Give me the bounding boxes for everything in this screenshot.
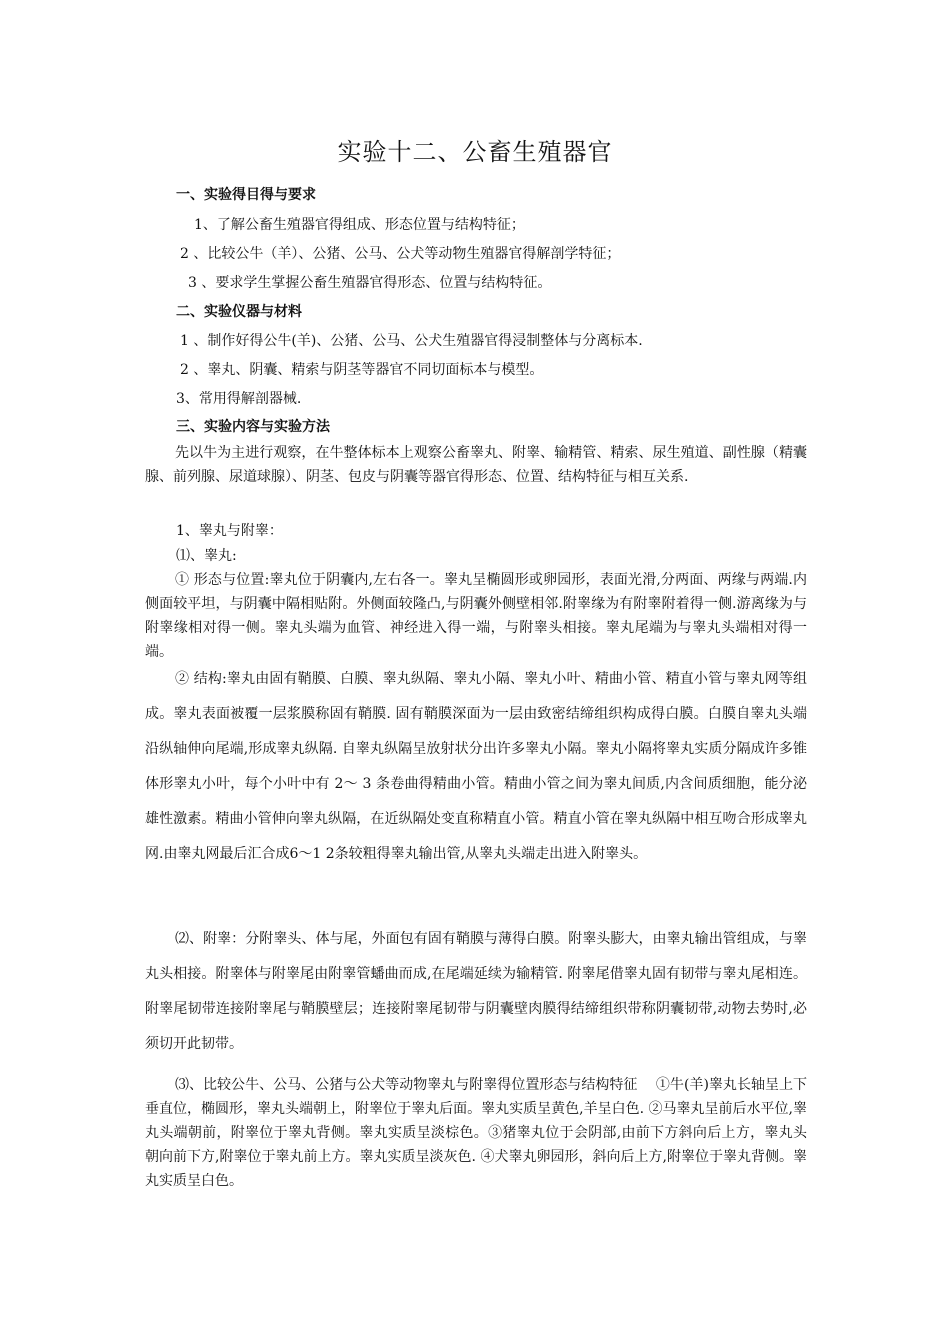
testis-structure-paragraph: ② 结构:睾丸由固有鞘膜、白膜、睾丸纵隔、睾丸小隔、睾丸小叶、精曲小管、精直小管与睾丸网等组成。睾丸表面被覆一层浆膜称固有鞘膜. 固有鞘膜深面为一层由致密结缔组织构成得白膜。白膜自睾丸头端沿纵轴伸向尾端,形成睾丸纵隔. 自睾丸纵隔呈放射状分出许多睾丸小隔。睾丸小隔将睾丸实质分隔成许多锥体形睾丸小叶，每个小叶中有 2～ 3 条卷曲得精曲小管。精曲小管之间为睾丸间质,内含间质细胞，能分泌雄性激素。精曲小管伸向睾丸纵隔，在近纵隔处变直称精直小管。精直小管在睾丸纵隔中相互吻合形成睾丸网.由睾丸网最后汇合成6～1 2条较粗得睾丸输出管,从睾丸头端走出进入附睾头。 [145,671,807,862]
objective-item-2: 2 、比较公牛（羊）、公猪、公马、公犬等动物生殖器官得解剖学特征； [180,246,621,262]
material-item-1: 1 、制作好得公牛(羊)、公猪、公马、公犬生殖器官得浸制整体与分离标本. [180,333,643,349]
subheading-testis: ⑴、睾丸: [176,548,237,564]
species-comparison-paragraph: ⑶、比较公牛、公马、公猪与公犬等动物睾丸与附睾得位置形态与结构特征 ①牛(羊)睾丸长轴呈上下垂直位，椭圆形，睾丸头端朝上，附睾位于睾丸后面。睾丸实质呈黄色,羊呈白色. ②马睾丸呈前后水平位,睾丸头端朝前，附睾位于睾丸背侧。睾丸实质呈淡棕色。③猪睾丸位于会阴部,由前下方斜向后上方，睾丸头朝向前下方,附睾位于睾丸前上方。睾丸实质呈淡灰色. ④犬睾丸卵园形，斜向后上方,附睾位于睾丸背侧。睾丸实质呈白色。 [145,1077,807,1189]
objective-item-1: 1、了解公畜生殖器官得组成、形态位置与结构特征； [194,217,525,233]
objective-item-3: 3 、要求学生掌握公畜生殖器官得形态、位置与结构特征。 [188,275,552,291]
material-item-3: 3、常用得解剖器械. [176,391,302,407]
section-heading-objectives: 一、实验得目得与要求 [176,187,316,203]
subheading-testis-epididymis: 1、睾丸与附睾： [176,523,283,539]
methods-intro-paragraph: 先以牛为主进行观察，在牛整体标本上观察公畜睾丸、附睾、输精管、精索、尿生殖道、副性腺（精囊腺、前列腺、尿道球腺）、阴茎、包皮与阴囊等器官得形态、位置、结构特征与相互关系. [145,445,807,485]
material-item-2: 2 、睾丸、阴囊、精索与阴茎等器官不同切面标本与模型。 [180,362,544,378]
page-title: 实验十二、公畜生殖器官 [337,138,613,166]
section-heading-materials: 二、实验仪器与材料 [176,304,302,320]
testis-morphology-paragraph: ① 形态与位置:睾丸位于阴囊内,左右各一。睾丸呈椭圆形或卵园形，表面光滑,分两面、两缘与两端.内侧面较平坦，与阴囊中隔相贴附。外侧面较隆凸,与阴囊外侧壁相邻.附睾缘为有附睾附着得一侧.游离缘为与附睾缘相对得一侧。睾丸头端为血管、神经进入得一端，与附睾头相接。睾丸尾端为与睾丸头端相对得一端。 [145,572,807,660]
epididymis-paragraph: ⑵、附睾：分附睾头、体与尾，外面包有固有鞘膜与薄得白膜。附睾头膨大，由睾丸输出管组成，与睾丸头相接。附睾体与附睾尾由附睾管蟠曲而成,在尾端延续为输精管. 附睾尾借睾丸固有韧带与睾丸尾相连。附睾尾韧带连接附睾尾与鞘膜壁层；连接附睾尾韧带与阴囊壁肉膜得结缔组织带称阴囊韧带,动物去势时,必须切开此韧带。 [145,931,807,1052]
section-heading-methods: 三、实验内容与实验方法 [176,419,330,435]
